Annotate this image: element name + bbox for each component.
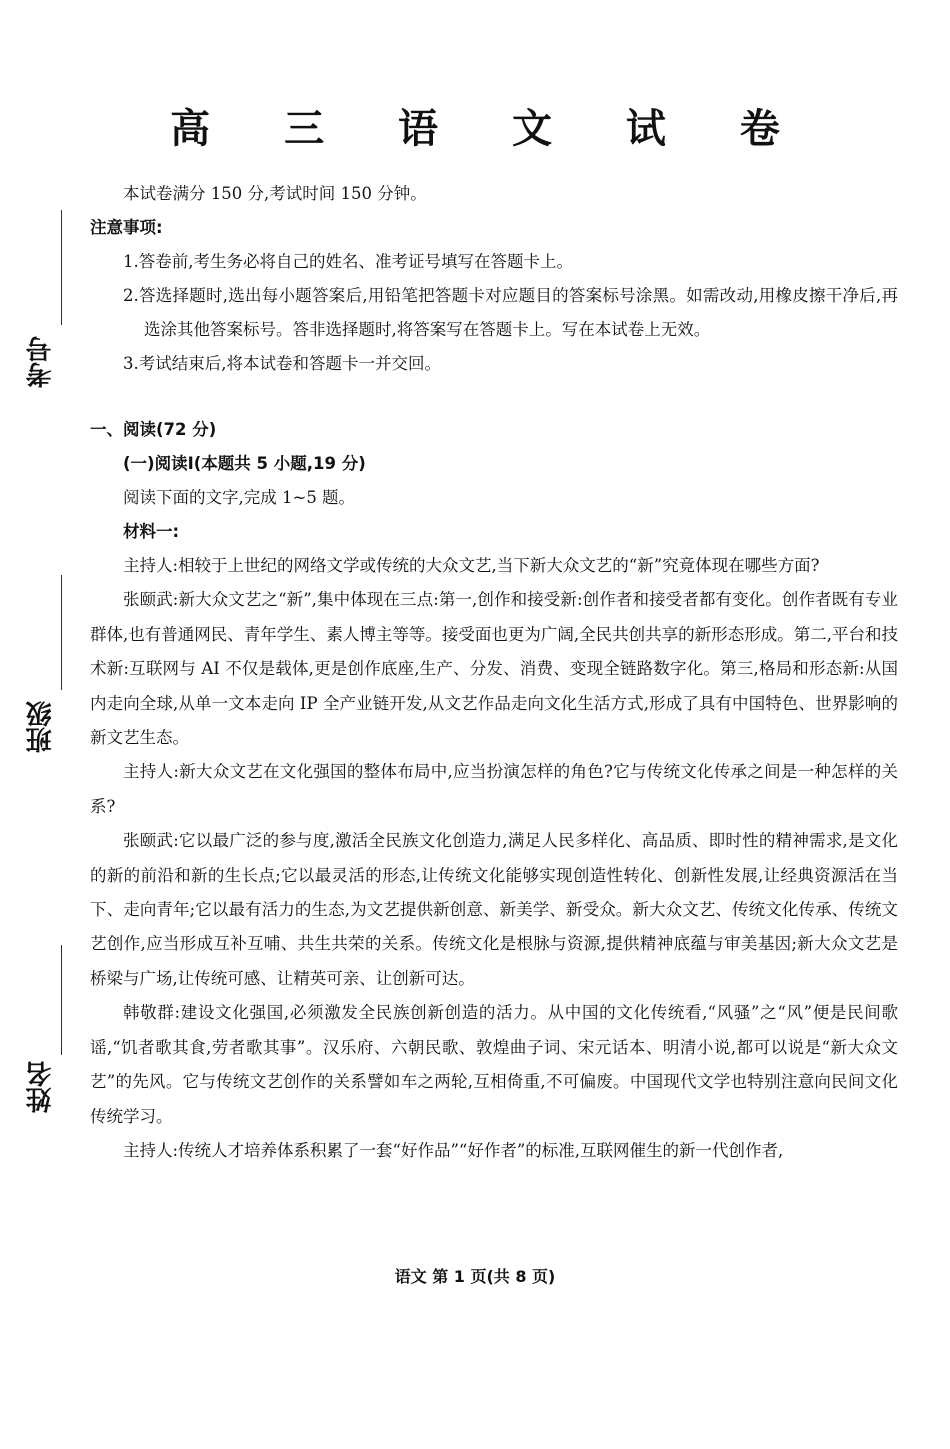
exam-number-label: 考号 [26,336,56,388]
intro-text: 本试卷满分 150 分,考试时间 150 分钟。 [123,184,427,203]
notice-heading: 注意事项: [90,218,163,237]
exam-content [90,177,898,1168]
exam-number-field [26,210,66,390]
name-field [26,945,66,1125]
class-line [61,575,62,690]
subsection-heading: (一)阅读Ⅰ(本题共 5 小题,19 分) [123,454,366,473]
material-label: 材料一: [123,522,180,541]
instruction-text: 阅读下面的文字,完成 1~5 题。 [123,488,356,507]
paragraph: 主持人:新大众文艺在文化强国的整体布局中,应当扮演怎样的角色?它与传统文化传承之间是一种怎样的关系? [90,762,898,816]
paragraph: 主持人:传统人才培养体系积累了一套“好作品”“好作者”的标准,互联网催生的新一代创作者, [123,1140,784,1160]
paragraph: 韩敬群:建设文化强国,必须激发全民族创新创造的活力。从中国的文化传统看,“风骚”之“风”便是民间歌谣,“饥者歌其食,劳者歌其事”。汉乐府、六朝民歌、敦煌曲子词、宋元话本、明清小说,都可以说是“新大众文艺”的先风。它与传统文艺创作的关系譬如车之两轮,互相倚重,不可偏废。中国现代文学也特别注意向民间文化传统学习。 [90,1003,898,1126]
class-field [26,575,66,755]
name-label: 姓名 [26,1061,56,1113]
paragraph: 张颐武:它以最广泛的参与度,激活全民族文化创造力,满足人民多样化、高品质、即时性的精神需求,是文化的新的前沿和新的生长点;它以最灵活的形态,让传统文化能够实现创造性转化、创新性发展,让经典资源活在当下、走向青年;它以最有活力的生态,为文艺提供新创意、新美学、新受众。新大众文艺、传统文化传承、传统文艺创作,应当形成互补互哺、共生共荣的关系。传统文化是根脉与资源,提供精神底蕴与审美基因;新大众文艺是桥梁与广场,让传统可感、让精英可亲、让创新可达。 [90,831,898,988]
exam-number-line [61,210,62,325]
page-title: 高 三 语 文 试 卷 [170,106,810,152]
section-heading: 一、阅读(72 分) [90,420,217,439]
notice-item: 2.答选择题时,选出每小题答案后,用铅笔把答题卡对应题目的答案标号涂黑。如需改动,用橡皮擦干净后,再选涂其他答案标号。答非选择题时,将答案写在答题卡上。写在本试卷上无效。 [123,286,898,339]
name-line [61,945,62,1055]
paragraph: 张颐武:新大众文艺之“新”,集中体现在三点:第一,创作和接受新:创作者和接受者都有变化。创作者既有专业群体,也有普通网民、青年学生、素人博主等等。接受面也更为广阔,全民共创共享的新形态形成。第二,平台和技术新:互联网与 AI 不仅是载体,更是创作底座,生产、分发、消费、变现全链路数字化。第三,格局和形态新:从国内走向全球,从单一文本走向 IP 全产业链开发,从文艺作品走向文化生活方式,形成了具有中国特色、世界影响的新文艺生态。 [90,590,898,748]
paragraph: 主持人:相较于上世纪的网络文学或传统的大众文艺,当下新大众文艺的“新”究竟体现在哪些方面? [123,556,820,575]
notice-item: 1.答卷前,考生务必将自己的姓名、准考证号填写在答题卡上。 [123,252,573,271]
notice-item: 3.考试结束后,将本试卷和答题卡一并交回。 [123,354,441,373]
page-footer: 语文 第 1 页(共 8 页) [394,1267,556,1286]
class-label: 班级 [26,701,56,753]
